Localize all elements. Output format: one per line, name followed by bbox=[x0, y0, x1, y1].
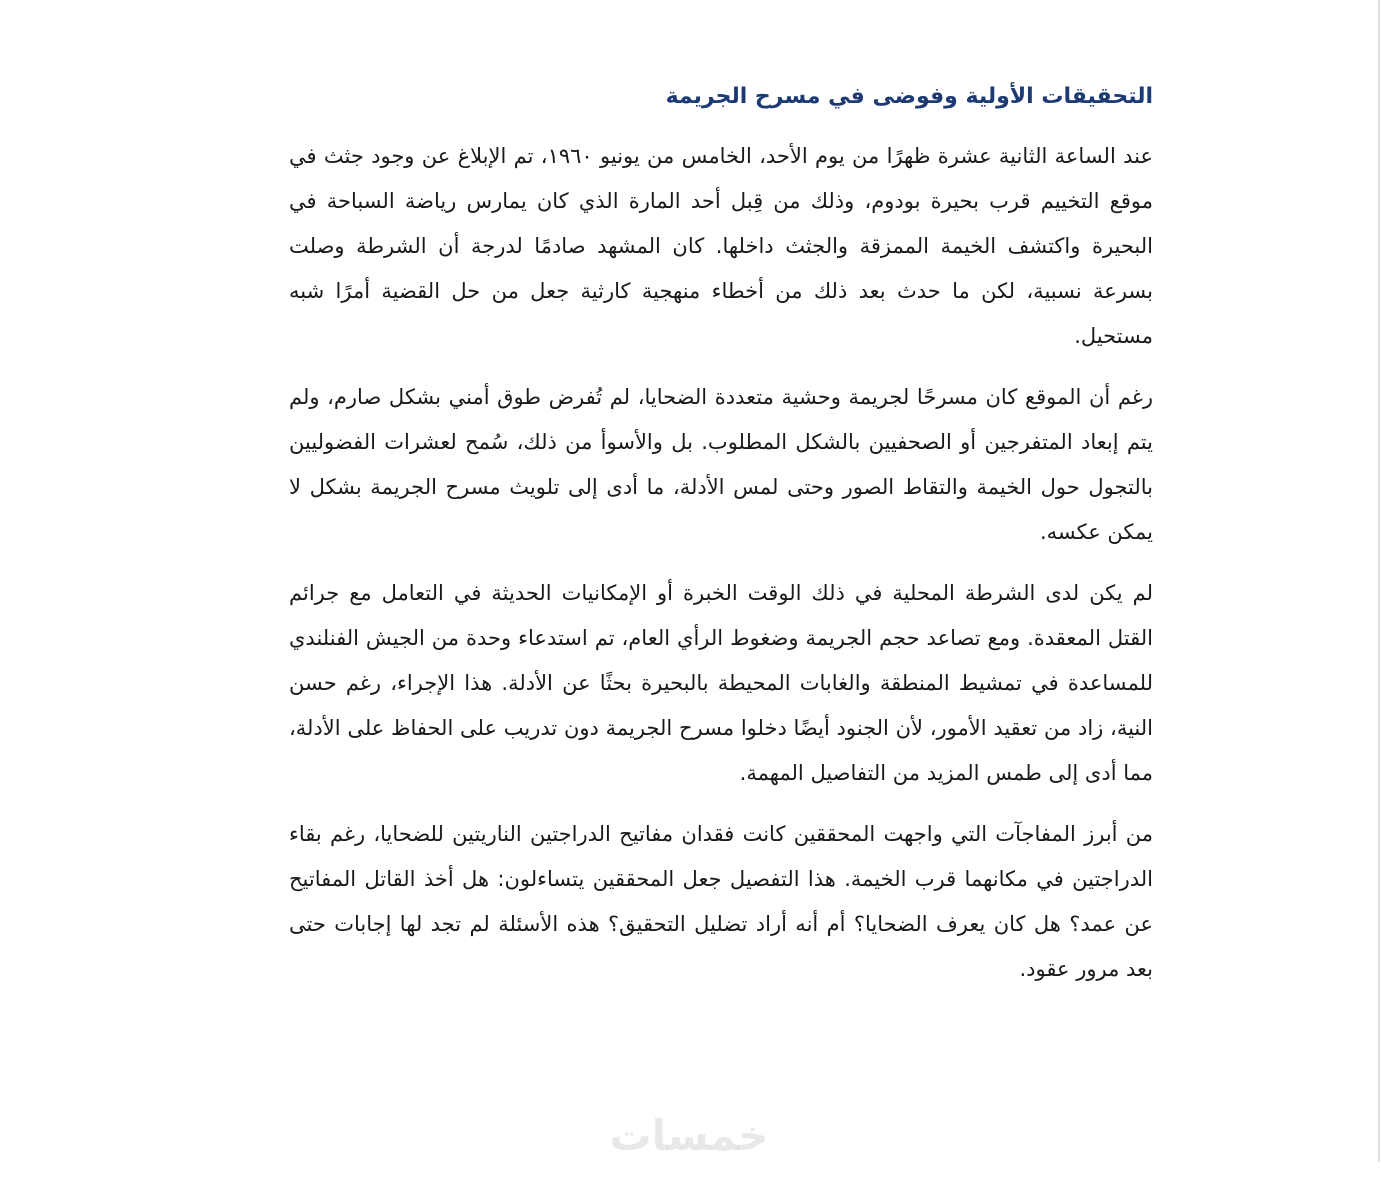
khamsat-watermark: خمسات bbox=[609, 1111, 769, 1160]
section-heading: التحقيقات الأولية وفوضى في مسرح الجريمة bbox=[665, 84, 1153, 109]
paragraph-2: رغم أن الموقع كان مسرحًا لجريمة وحشية متعددة الضحايا، لم تُفرض طوق أمني بشكل صارم، ولم يتم إبعاد المتفرجين أو الصحفيين بالشكل المطلوب. بل والأسوأ من ذلك، سُمح لعشرات الفضوليين بالتجول حول الخيمة والتقاط الصور وحتى لمس الأدلة، ما أدى إلى تلويث مسرح الجريمة بشكل لا يمكن عكسه. bbox=[289, 385, 1153, 544]
article bbox=[289, 74, 1153, 1008]
paragraph-4: من أبرز المفاجآت التي واجهت المحققين كانت فقدان مفاتيح الدراجتين الناريتين للضحايا، رغم بقاء الدراجتين في مكانهما قرب الخيمة. هذا التفصيل جعل المحققين يتساءلون: هل أخذ القاتل المفاتيح عن عمد؟ هل كان يعرف الضحايا؟ أم أنه أراد تضليل التحقيق؟ هذه الأسئلة لم تجد لها إجابات حتى بعد مرور عقود. bbox=[289, 822, 1153, 981]
paragraph-1: عند الساعة الثانية عشرة ظهرًا من يوم الأحد، الخامس من يونيو ١٩٦٠، تم الإبلاغ عن وجود جثث في موقع التخييم قرب بحيرة بودوم، وذلك من قِبل أحد المارة الذي كان يمارس رياضة السباحة في البحيرة واكتشف الخيمة الممزقة والجثث داخلها. كان المشهد صادمًا لدرجة أن الشرطة وصلت بسرعة نسبية، لكن ما حدث بعد ذلك من أخطاء منهجية كارثية جعل من حل القضية أمرًا شبه مستحيل. bbox=[289, 144, 1154, 348]
paragraph-3: لم يكن لدى الشرطة المحلية في ذلك الوقت الخبرة أو الإمكانيات الحديثة في التعامل مع جرائم القتل المعقدة. ومع تصاعد حجم الجريمة وضغوط الرأي العام، تم استدعاء وحدة من الجيش الفنلندي للمساعدة في تمشيط المنطقة والغابات المحيطة بالبحيرة بحثًا عن الأدلة. هذا الإجراء، رغم حسن النية، زاد من تعقيد الأمور، لأن الجنود أيضًا دخلوا مسرح الجريمة دون تدريب على الحفاظ على الأدلة، مما أدى إلى طمس المزيد من التفاصيل المهمة. bbox=[289, 581, 1153, 785]
page-right-border bbox=[1378, 0, 1380, 1162]
